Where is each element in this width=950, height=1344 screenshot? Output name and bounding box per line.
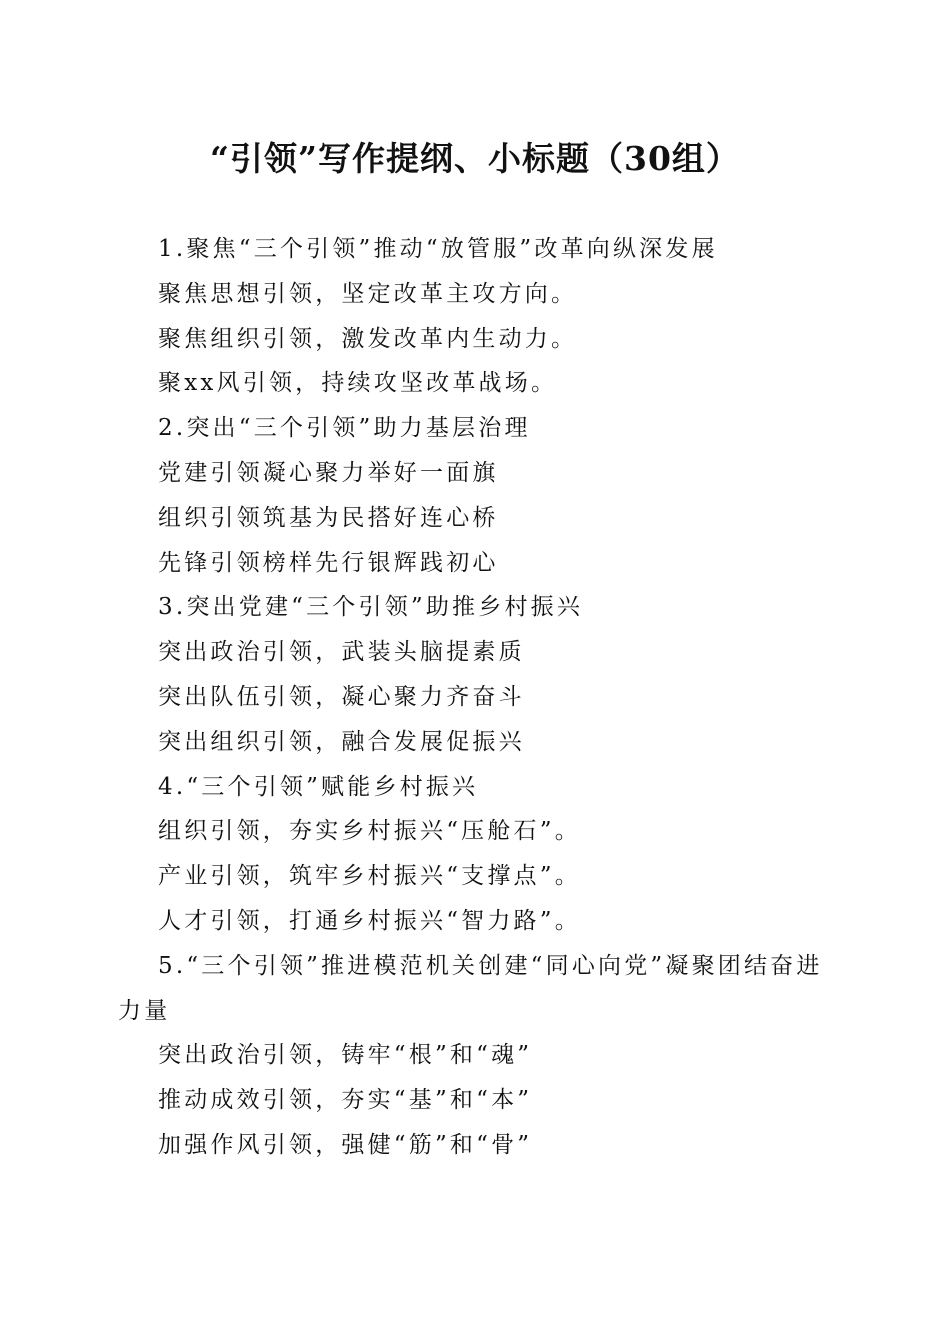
list-item: 组织引领，夯实乡村振兴“压舱石”。 [158,818,581,845]
list-item: 党建引领凝心聚力举好一面旗 [158,459,499,486]
heading-4: 4.“三个引领”赋能乡村振兴 [158,773,479,800]
document-body [118,227,838,1168]
list-item: 突出政治引领，铸牢“根”和“魂” [158,1042,533,1069]
list-item: 产业引领，筑牢乡村振兴“支撑点”。 [158,863,581,890]
heading-2: 2.突出“三个引领”助力基层治理 [158,415,531,442]
list-item: 组织引领筑基为民搭好连心桥 [158,504,499,531]
list-item: 加强作风引领，强健“筋”和“骨” [158,1131,533,1158]
list-item: 先锋引领榜样先行银辉践初心 [158,549,499,576]
list-item: 突出组织引领，融合发展促振兴 [158,728,525,755]
heading-5: 5.“三个引领”推进模范机关创建“同心向党”凝聚团结奋进力量 [118,952,823,1024]
heading-3: 3.突出党建“三个引领”助推乡村振兴 [158,594,584,621]
document-title: “引领”写作提纲、小标题（30组） [210,139,740,178]
list-item: 人才引领，打通乡村振兴“智力路”。 [158,907,581,934]
list-item: 聚焦思想引领，坚定改革主攻方向。 [158,280,578,307]
list-item: 推动成效引领，夯实“基”和“本” [158,1087,533,1114]
list-item: 聚焦组织引领，激发改革内生动力。 [158,325,578,352]
list-item: 突出政治引领，武装头脑提素质 [158,639,525,666]
list-item: 聚xx风引领，持续攻坚改革战场。 [158,370,558,397]
list-item: 突出队伍引领，凝心聚力齐奋斗 [158,683,525,710]
heading-1: 1.聚焦“三个引领”推动“放管服”改革向纵深发展 [158,236,718,262]
